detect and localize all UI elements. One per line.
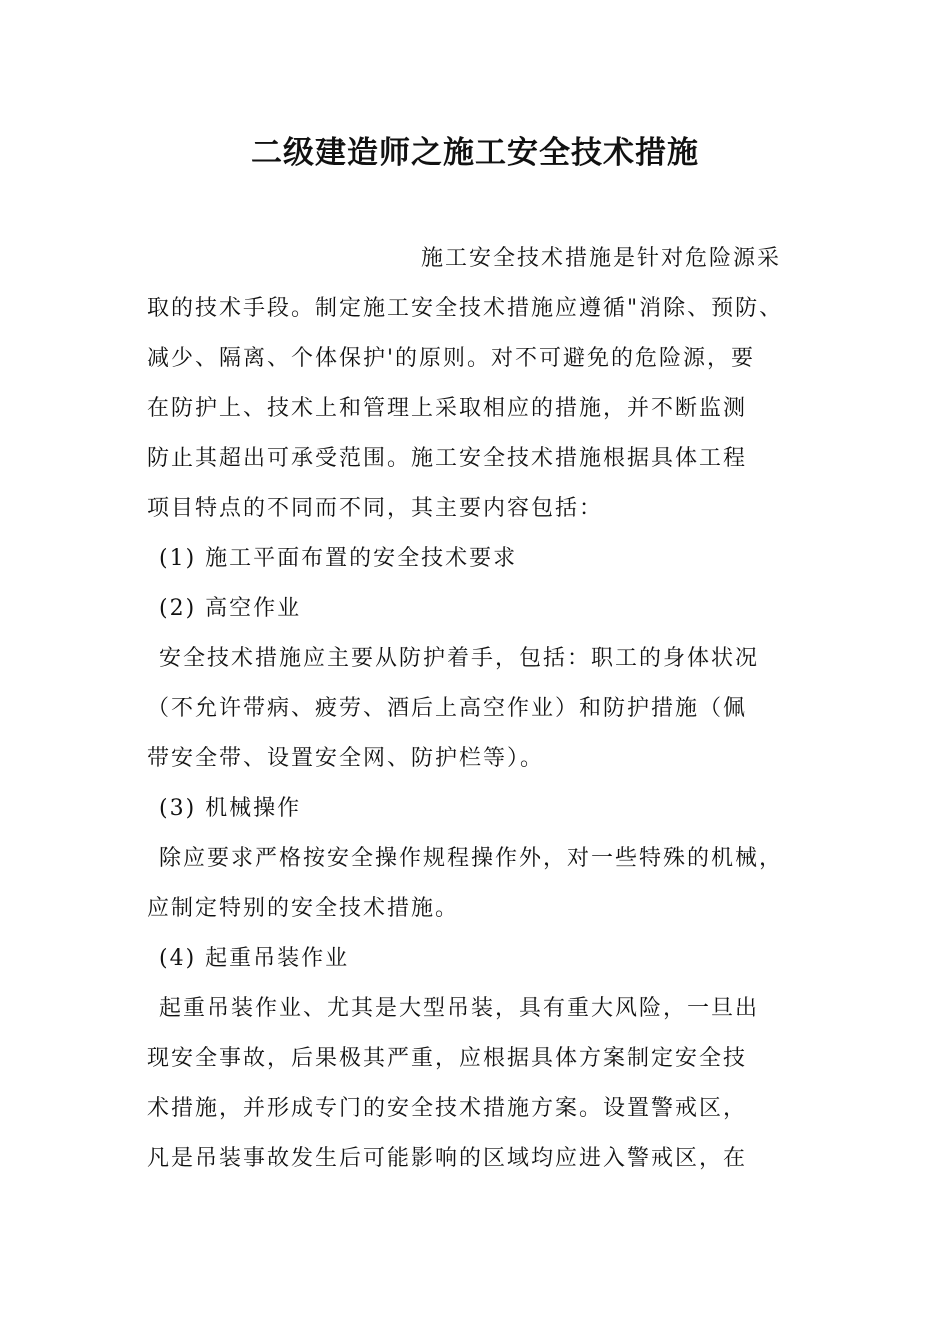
paragraph-line: 带安全带、设置安全网、防护栏等）。 <box>147 746 545 771</box>
paragraph-line: 施工安全技术措施是针对危险源采 <box>421 246 782 271</box>
paragraph-line: 安全技术措施应主要从防护着手，包括：职工的身体状况 <box>159 646 760 671</box>
paragraph-line: （不允许带病、疲劳、酒后上高空作业）和防护措施（佩 <box>147 696 748 721</box>
document-title: 二级建造师之施工安全技术措施 <box>251 135 699 171</box>
list-item-heading: (3) 机械操作 <box>159 796 302 821</box>
paragraph-line: 术措施，并形成专门的安全技术措施方案。设置警戒区， <box>147 1096 748 1121</box>
paragraph-line: 项目特点的不同而不同，其主要内容包括： <box>147 496 604 521</box>
paragraph-line: 应制定特别的安全技术措施。 <box>147 896 460 921</box>
list-item-heading: (2) 高空作业 <box>159 596 302 621</box>
paragraph-line: 现安全事故，后果极其严重，应根据具体方案制定安全技 <box>147 1046 748 1071</box>
document-body <box>147 234 837 1184</box>
paragraph-line: 减少、隔离、个体保护'的原则。对不可避免的危险源，要 <box>147 346 756 371</box>
paragraph-line: 防止其超出可承受范围。施工安全技术措施根据具体工程 <box>147 446 748 471</box>
list-item-heading: (4) 起重吊装作业 <box>159 946 350 971</box>
paragraph-line: 起重吊装作业、尤其是大型吊装，具有重大风险，一旦出 <box>159 996 760 1021</box>
list-item-heading: (1) 施工平面布置的安全技术要求 <box>159 546 518 571</box>
paragraph-line: 除应要求严格按安全操作规程操作外，对一些特殊的机械， <box>159 846 784 871</box>
paragraph-line: 凡是吊装事故发生后可能影响的区域均应进入警戒区，在 <box>147 1146 748 1171</box>
paragraph-line: 在防护上、技术上和管理上采取相应的措施，并不断监测 <box>147 396 748 421</box>
paragraph-line: 取的技术手段。制定施工安全技术措施应遵循"消除、预防、 <box>147 296 784 321</box>
